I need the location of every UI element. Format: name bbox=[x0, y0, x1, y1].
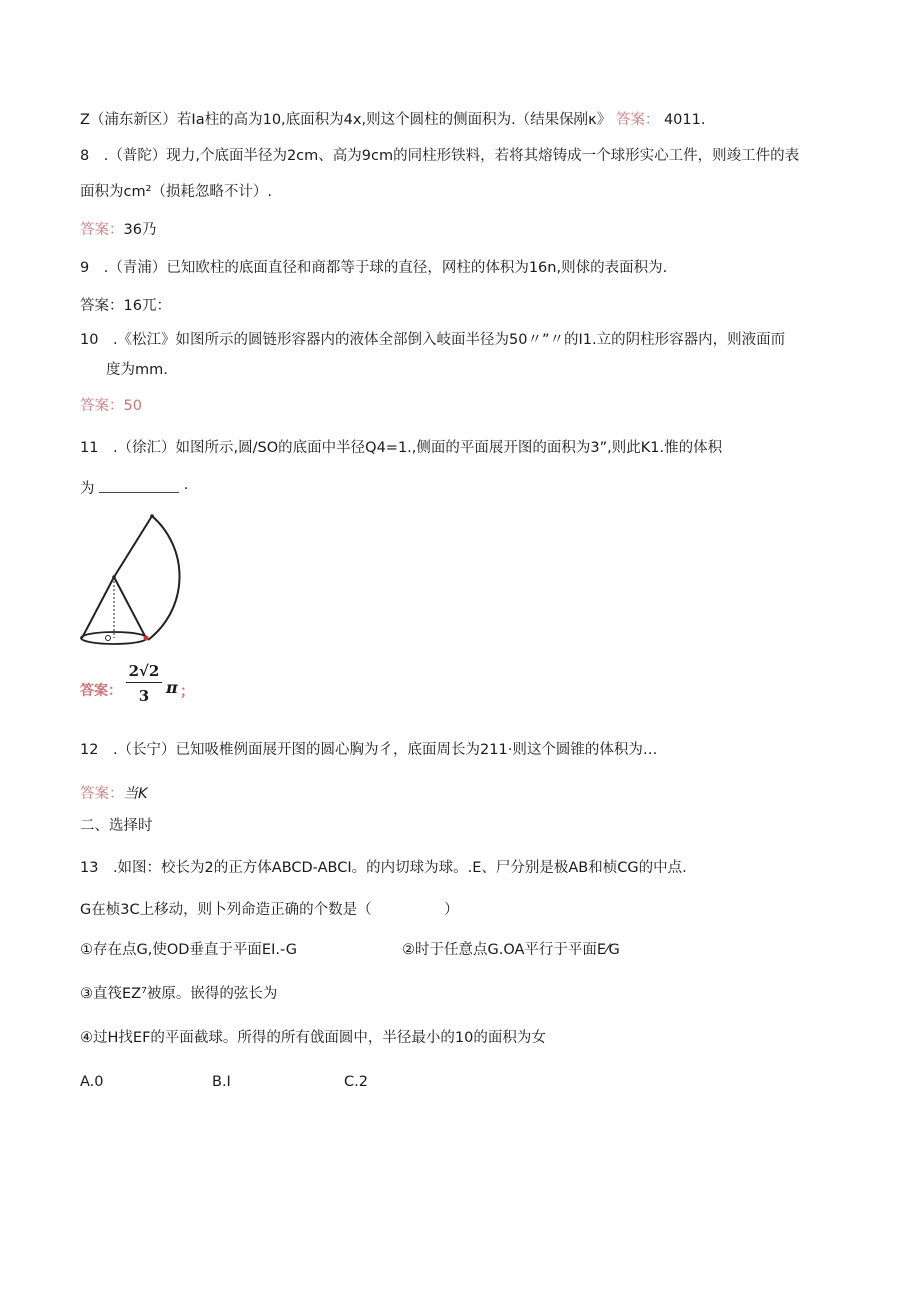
question-13-line1: 13 .如图：校长为2的正方体ABCD-ABCI。的内切球为球。.E、尸分别是极AB和桢CG的中点. bbox=[80, 860, 687, 876]
question-13-line2: G在桢3C上移动，则卜列命造正确的个数是（ ） bbox=[80, 902, 459, 918]
question-11-prefix: 为 bbox=[80, 481, 95, 497]
statement-3: ③直筏EZ⁷被原。嵌得的弦长为 bbox=[80, 986, 278, 1002]
question-11-suffix: · bbox=[183, 481, 189, 497]
question-8-line1: 8 .（普陀）现力,个底面半径为2cm、高为9cm的同柱形铁料，若将其熔铸成一个球形实心工件，则竣工件的表 bbox=[80, 148, 800, 164]
answer-value: 4011. bbox=[663, 112, 706, 128]
section-title: 二、选择时 bbox=[80, 818, 153, 834]
answer-blank bbox=[99, 478, 179, 493]
cone-unfolding-figure bbox=[78, 508, 198, 650]
answer-11 bbox=[80, 662, 195, 714]
pi-symbol: π bbox=[166, 678, 178, 697]
option-b[interactable]: B.I bbox=[212, 1074, 231, 1090]
answer-label: 答案： bbox=[80, 683, 122, 699]
question-8-line2: 面积为cm²（损耗忽略不计）. bbox=[80, 184, 273, 200]
option-c[interactable]: C.2 bbox=[344, 1074, 368, 1090]
answer-value: 当K bbox=[123, 786, 148, 802]
answer-value: 36乃 bbox=[123, 222, 157, 238]
answer-10: 答案：50 bbox=[80, 398, 142, 414]
question-11-line2 bbox=[80, 478, 188, 499]
answer-8 bbox=[80, 220, 156, 240]
statement-4: ④过H找EF的平面截球。所得的所有戗面圆中，半径最小的10的面积为女 bbox=[80, 1030, 546, 1046]
question-10-line2: 度为mm. bbox=[106, 362, 168, 378]
statement-1: ①存在点G,使OD垂直于平面EI.-G bbox=[80, 942, 297, 958]
fraction-denominator: 3 bbox=[138, 687, 150, 705]
question-9: 9 .（青浦）已知欧柱的底面直径和商都等于球的直径，网柱的体积为16n,则俅的表面积为. bbox=[80, 260, 668, 276]
question-12: 12 .（长宁）已知吸椎例面展开图的圆心胸为彳，底面周长为211·则这个圆锥的体积为… bbox=[80, 742, 658, 758]
question-7-text: Z（浦东新区）若Ia柱的高为10,底面积为4x,则这个圆柱的侧面积为.（结果保剐κ》 bbox=[80, 112, 612, 128]
statement-2: ②时于任意点G.OA平行于平面E⁄G bbox=[402, 942, 620, 958]
question-11-line1: 11 .（徐汇）如图所示,圆/SO的底面中半径Q4=1.,侧面的平面展开图的面积为3”,则此K1.惟的体积 bbox=[80, 440, 723, 456]
question-7 bbox=[80, 110, 705, 130]
question-10-line1: 10 .《松江》如图所示的圆链形容器内的液体全部倒入岐面半径为50〃”〃的I1.立的阴柱形容器内，则液面而 bbox=[80, 332, 786, 348]
answer-12 bbox=[80, 784, 148, 804]
answer-label: 答案： bbox=[80, 222, 124, 238]
answer-label: 答案： bbox=[80, 786, 124, 802]
answer-colon: ； bbox=[180, 684, 195, 700]
option-a[interactable]: A.0 bbox=[80, 1074, 104, 1090]
answer-9: 答案：16兀： bbox=[80, 298, 171, 314]
answer-label: 答案： bbox=[615, 112, 660, 128]
answer-fraction bbox=[126, 662, 162, 705]
fraction-numerator: 2√2 bbox=[126, 662, 162, 683]
